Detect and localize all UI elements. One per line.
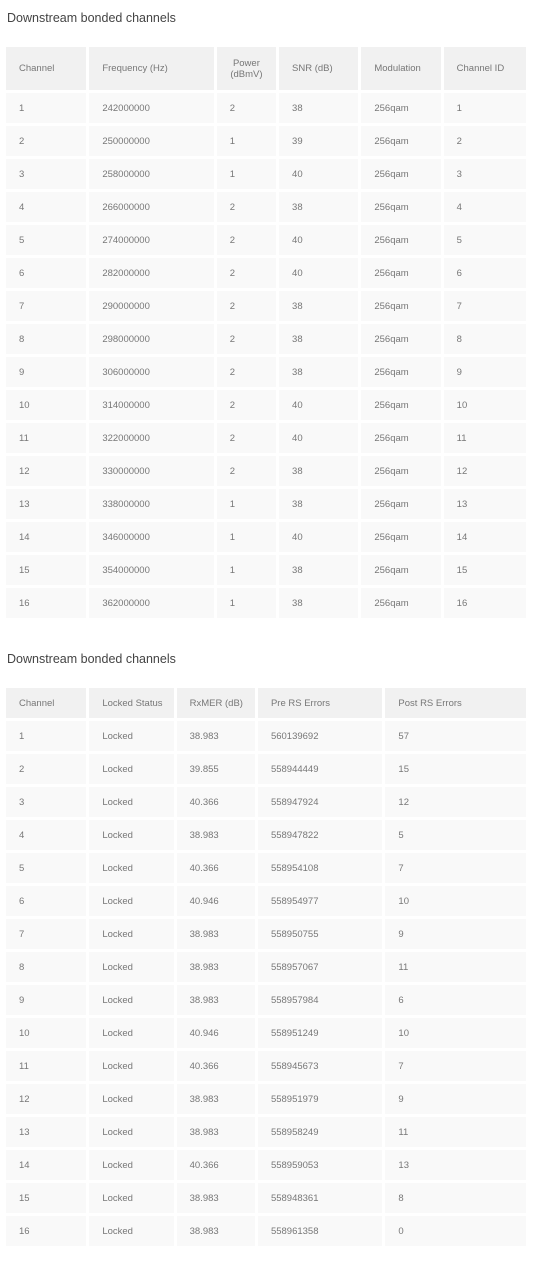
table-row: [6, 357, 526, 387]
cell-rxmer: 38.983: [177, 1216, 255, 1246]
cell-locked-status: Locked: [89, 1216, 173, 1246]
cell-channel-id: 3: [444, 159, 526, 189]
cell-modulation: 256qam: [361, 522, 440, 552]
cell-channel-id: 6: [444, 258, 526, 288]
cell-snr: 40: [279, 423, 358, 453]
cell-power: 2: [217, 390, 276, 420]
cell-pre-rs-errors: 558954108: [258, 853, 382, 883]
cell-channel: 12: [6, 1084, 86, 1114]
cell-snr: 38: [279, 456, 358, 486]
cell-channel-id: 5: [444, 225, 526, 255]
cell-channel: 5: [6, 853, 86, 883]
cell-snr: 40: [279, 522, 358, 552]
cell-locked-status: Locked: [89, 721, 173, 751]
cell-locked-status: Locked: [89, 787, 173, 817]
cell-modulation: 256qam: [361, 555, 440, 585]
cell-post-rs-errors: 10: [385, 1018, 526, 1048]
cell-post-rs-errors: 6: [385, 985, 526, 1015]
table-row: [6, 1084, 526, 1114]
cell-snr: 40: [279, 225, 358, 255]
table-row: [6, 423, 526, 453]
cell-channel: 9: [6, 985, 86, 1015]
cell-snr: 38: [279, 291, 358, 321]
cell-post-rs-errors: 15: [385, 754, 526, 784]
cell-frequency: 346000000: [89, 522, 213, 552]
cell-frequency: 242000000: [89, 93, 213, 123]
table-row: [6, 489, 526, 519]
cell-rxmer: 38.983: [177, 952, 255, 982]
cell-post-rs-errors: 11: [385, 952, 526, 982]
table-row: [6, 1117, 526, 1147]
cell-rxmer: 38.983: [177, 1183, 255, 1213]
cell-pre-rs-errors: 558954977: [258, 886, 382, 916]
cell-rxmer: 38.983: [177, 1084, 255, 1114]
cell-snr: 38: [279, 357, 358, 387]
table-row: [6, 886, 526, 916]
cell-pre-rs-errors: 558944449: [258, 754, 382, 784]
cell-channel: 8: [6, 324, 86, 354]
cell-channel: 14: [6, 1150, 86, 1180]
table-header-row: [6, 47, 526, 90]
cell-rxmer: 40.366: [177, 853, 255, 883]
cell-power: 2: [217, 291, 276, 321]
column-header-channel: Channel: [6, 688, 86, 718]
cell-channel: 9: [6, 357, 86, 387]
table-row: [6, 1150, 526, 1180]
cell-modulation: 256qam: [361, 192, 440, 222]
cell-channel: 6: [6, 886, 86, 916]
cell-post-rs-errors: 5: [385, 820, 526, 850]
cell-locked-status: Locked: [89, 820, 173, 850]
column-header-modulation: Modulation: [361, 47, 440, 90]
cell-channel: 10: [6, 1018, 86, 1048]
cell-rxmer: 38.983: [177, 1117, 255, 1147]
cell-frequency: 298000000: [89, 324, 213, 354]
cell-channel: 7: [6, 291, 86, 321]
cell-channel: 16: [6, 588, 86, 618]
cell-power: 2: [217, 456, 276, 486]
table-row: [6, 853, 526, 883]
cell-pre-rs-errors: 558951979: [258, 1084, 382, 1114]
cell-frequency: 330000000: [89, 456, 213, 486]
table-row: [6, 754, 526, 784]
downstream-channels-status-title: Downstream bonded channels: [7, 652, 176, 666]
cell-post-rs-errors: 11: [385, 1117, 526, 1147]
cell-snr: 40: [279, 390, 358, 420]
cell-pre-rs-errors: 558961358: [258, 1216, 382, 1246]
cell-snr: 40: [279, 258, 358, 288]
cell-locked-status: Locked: [89, 886, 173, 916]
cell-modulation: 256qam: [361, 126, 440, 156]
cell-pre-rs-errors: 558948361: [258, 1183, 382, 1213]
column-header-rxmer: RxMER (dB): [177, 688, 255, 718]
cell-power: 2: [217, 258, 276, 288]
cell-frequency: 306000000: [89, 357, 213, 387]
column-header-frequency: Frequency (Hz): [89, 47, 213, 90]
table-row: [6, 225, 526, 255]
cell-channel: 6: [6, 258, 86, 288]
cell-power: 1: [217, 522, 276, 552]
cell-rxmer: 40.366: [177, 1150, 255, 1180]
cell-channel: 13: [6, 489, 86, 519]
cell-modulation: 256qam: [361, 93, 440, 123]
cell-post-rs-errors: 9: [385, 1084, 526, 1114]
cell-power: 1: [217, 555, 276, 585]
cell-post-rs-errors: 7: [385, 1051, 526, 1081]
table-row: [6, 93, 526, 123]
cell-channel: 11: [6, 1051, 86, 1081]
table-row: [6, 324, 526, 354]
table-row: [6, 1216, 526, 1246]
cell-modulation: 256qam: [361, 390, 440, 420]
cell-frequency: 266000000: [89, 192, 213, 222]
table-row: [6, 919, 526, 949]
cell-locked-status: Locked: [89, 985, 173, 1015]
table-row: [6, 1183, 526, 1213]
table-row: [6, 1051, 526, 1081]
cell-channel: 16: [6, 1216, 86, 1246]
table-row: [6, 192, 526, 222]
cell-post-rs-errors: 57: [385, 721, 526, 751]
cell-frequency: 322000000: [89, 423, 213, 453]
cell-modulation: 256qam: [361, 225, 440, 255]
column-header-locked-status: Locked Status: [89, 688, 173, 718]
cell-channel: 8: [6, 952, 86, 982]
table-row: [6, 390, 526, 420]
cell-post-rs-errors: 9: [385, 919, 526, 949]
cell-channel-id: 13: [444, 489, 526, 519]
cell-frequency: 258000000: [89, 159, 213, 189]
column-header-pre-rs-errors: Pre RS Errors: [258, 688, 382, 718]
cell-channel-id: 14: [444, 522, 526, 552]
cell-channel: 15: [6, 555, 86, 585]
cell-post-rs-errors: 7: [385, 853, 526, 883]
cell-frequency: 290000000: [89, 291, 213, 321]
cell-channel: 2: [6, 754, 86, 784]
table-row: [6, 787, 526, 817]
cell-locked-status: Locked: [89, 853, 173, 883]
cell-pre-rs-errors: 558947924: [258, 787, 382, 817]
cell-post-rs-errors: 13: [385, 1150, 526, 1180]
cell-rxmer: 40.946: [177, 1018, 255, 1048]
table-row: [6, 126, 526, 156]
cell-channel-id: 9: [444, 357, 526, 387]
cell-rxmer: 40.366: [177, 1051, 255, 1081]
cell-rxmer: 38.983: [177, 820, 255, 850]
cell-snr: 38: [279, 324, 358, 354]
cell-pre-rs-errors: 558950755: [258, 919, 382, 949]
column-header-channel: Channel: [6, 47, 86, 90]
cell-channel: 1: [6, 93, 86, 123]
cell-post-rs-errors: 8: [385, 1183, 526, 1213]
table-row: [6, 1018, 526, 1048]
cell-pre-rs-errors: 558959053: [258, 1150, 382, 1180]
cell-channel-id: 12: [444, 456, 526, 486]
table-row: [6, 952, 526, 982]
table-row: [6, 456, 526, 486]
table-row: [6, 258, 526, 288]
cell-modulation: 256qam: [361, 291, 440, 321]
cell-channel: 13: [6, 1117, 86, 1147]
cell-modulation: 256qam: [361, 324, 440, 354]
cell-locked-status: Locked: [89, 919, 173, 949]
cell-frequency: 274000000: [89, 225, 213, 255]
cell-power: 1: [217, 159, 276, 189]
cell-channel-id: 7: [444, 291, 526, 321]
cell-post-rs-errors: 12: [385, 787, 526, 817]
cell-channel: 4: [6, 820, 86, 850]
cell-pre-rs-errors: 558958249: [258, 1117, 382, 1147]
cell-power: 2: [217, 93, 276, 123]
cell-channel-id: 1: [444, 93, 526, 123]
cell-post-rs-errors: 10: [385, 886, 526, 916]
cell-locked-status: Locked: [89, 1117, 173, 1147]
cell-rxmer: 39.855: [177, 754, 255, 784]
cell-channel: 10: [6, 390, 86, 420]
cell-locked-status: Locked: [89, 1150, 173, 1180]
table-row: [6, 291, 526, 321]
cell-pre-rs-errors: 558947822: [258, 820, 382, 850]
cell-frequency: 250000000: [89, 126, 213, 156]
cell-channel-id: 4: [444, 192, 526, 222]
column-header-snr: SNR (dB): [279, 47, 358, 90]
cell-snr: 38: [279, 93, 358, 123]
cell-snr: 38: [279, 555, 358, 585]
cell-pre-rs-errors: 558951249: [258, 1018, 382, 1048]
cell-power: 2: [217, 225, 276, 255]
cell-frequency: 338000000: [89, 489, 213, 519]
cell-channel: 1: [6, 721, 86, 751]
cell-pre-rs-errors: 558957984: [258, 985, 382, 1015]
table-row: [6, 588, 526, 618]
cell-rxmer: 40.366: [177, 787, 255, 817]
cell-frequency: 362000000: [89, 588, 213, 618]
cell-power: 1: [217, 588, 276, 618]
column-header-channel-id: Channel ID: [444, 47, 526, 90]
column-header-post-rs-errors: Post RS Errors: [385, 688, 526, 718]
cell-modulation: 256qam: [361, 456, 440, 486]
cell-channel-id: 8: [444, 324, 526, 354]
table-row: [6, 721, 526, 751]
cell-rxmer: 38.983: [177, 919, 255, 949]
cell-snr: 38: [279, 192, 358, 222]
cell-modulation: 256qam: [361, 159, 440, 189]
cell-channel: 11: [6, 423, 86, 453]
cell-rxmer: 38.983: [177, 985, 255, 1015]
cell-modulation: 256qam: [361, 258, 440, 288]
cell-channel-id: 10: [444, 390, 526, 420]
table-row: [6, 555, 526, 585]
table-row: [6, 985, 526, 1015]
cell-locked-status: Locked: [89, 952, 173, 982]
cell-channel: 12: [6, 456, 86, 486]
cell-locked-status: Locked: [89, 1018, 173, 1048]
cell-channel: 14: [6, 522, 86, 552]
cell-channel-id: 16: [444, 588, 526, 618]
cell-channel: 7: [6, 919, 86, 949]
cell-power: 2: [217, 423, 276, 453]
cell-rxmer: 40.946: [177, 886, 255, 916]
cell-pre-rs-errors: 560139692: [258, 721, 382, 751]
cell-power: 2: [217, 324, 276, 354]
cell-channel: 5: [6, 225, 86, 255]
table-header-row: [6, 688, 526, 718]
cell-channel: 3: [6, 787, 86, 817]
cell-modulation: 256qam: [361, 423, 440, 453]
cell-frequency: 314000000: [89, 390, 213, 420]
cell-power: 1: [217, 126, 276, 156]
column-header-power: Power (dBmV): [217, 47, 276, 90]
cell-locked-status: Locked: [89, 1183, 173, 1213]
cell-locked-status: Locked: [89, 1084, 173, 1114]
cell-modulation: 256qam: [361, 357, 440, 387]
cell-channel: 15: [6, 1183, 86, 1213]
table-row: [6, 820, 526, 850]
cell-post-rs-errors: 0: [385, 1216, 526, 1246]
downstream-channels-table: [3, 44, 529, 621]
cell-modulation: 256qam: [361, 588, 440, 618]
cell-rxmer: 38.983: [177, 721, 255, 751]
cell-snr: 38: [279, 588, 358, 618]
cell-power: 1: [217, 489, 276, 519]
cell-locked-status: Locked: [89, 754, 173, 784]
cell-frequency: 354000000: [89, 555, 213, 585]
cell-modulation: 256qam: [361, 489, 440, 519]
cell-channel: 4: [6, 192, 86, 222]
downstream-channels-status-table: [3, 685, 529, 1249]
cell-frequency: 282000000: [89, 258, 213, 288]
cell-channel-id: 11: [444, 423, 526, 453]
table-row: [6, 522, 526, 552]
cell-locked-status: Locked: [89, 1051, 173, 1081]
cell-power: 2: [217, 357, 276, 387]
cell-channel: 3: [6, 159, 86, 189]
cell-snr: 40: [279, 159, 358, 189]
cell-snr: 39: [279, 126, 358, 156]
table-row: [6, 159, 526, 189]
cell-channel-id: 2: [444, 126, 526, 156]
cell-power: 2: [217, 192, 276, 222]
cell-pre-rs-errors: 558945673: [258, 1051, 382, 1081]
cell-pre-rs-errors: 558957067: [258, 952, 382, 982]
downstream-channels-title: Downstream bonded channels: [7, 11, 176, 25]
cell-channel-id: 15: [444, 555, 526, 585]
cell-channel: 2: [6, 126, 86, 156]
cell-snr: 38: [279, 489, 358, 519]
